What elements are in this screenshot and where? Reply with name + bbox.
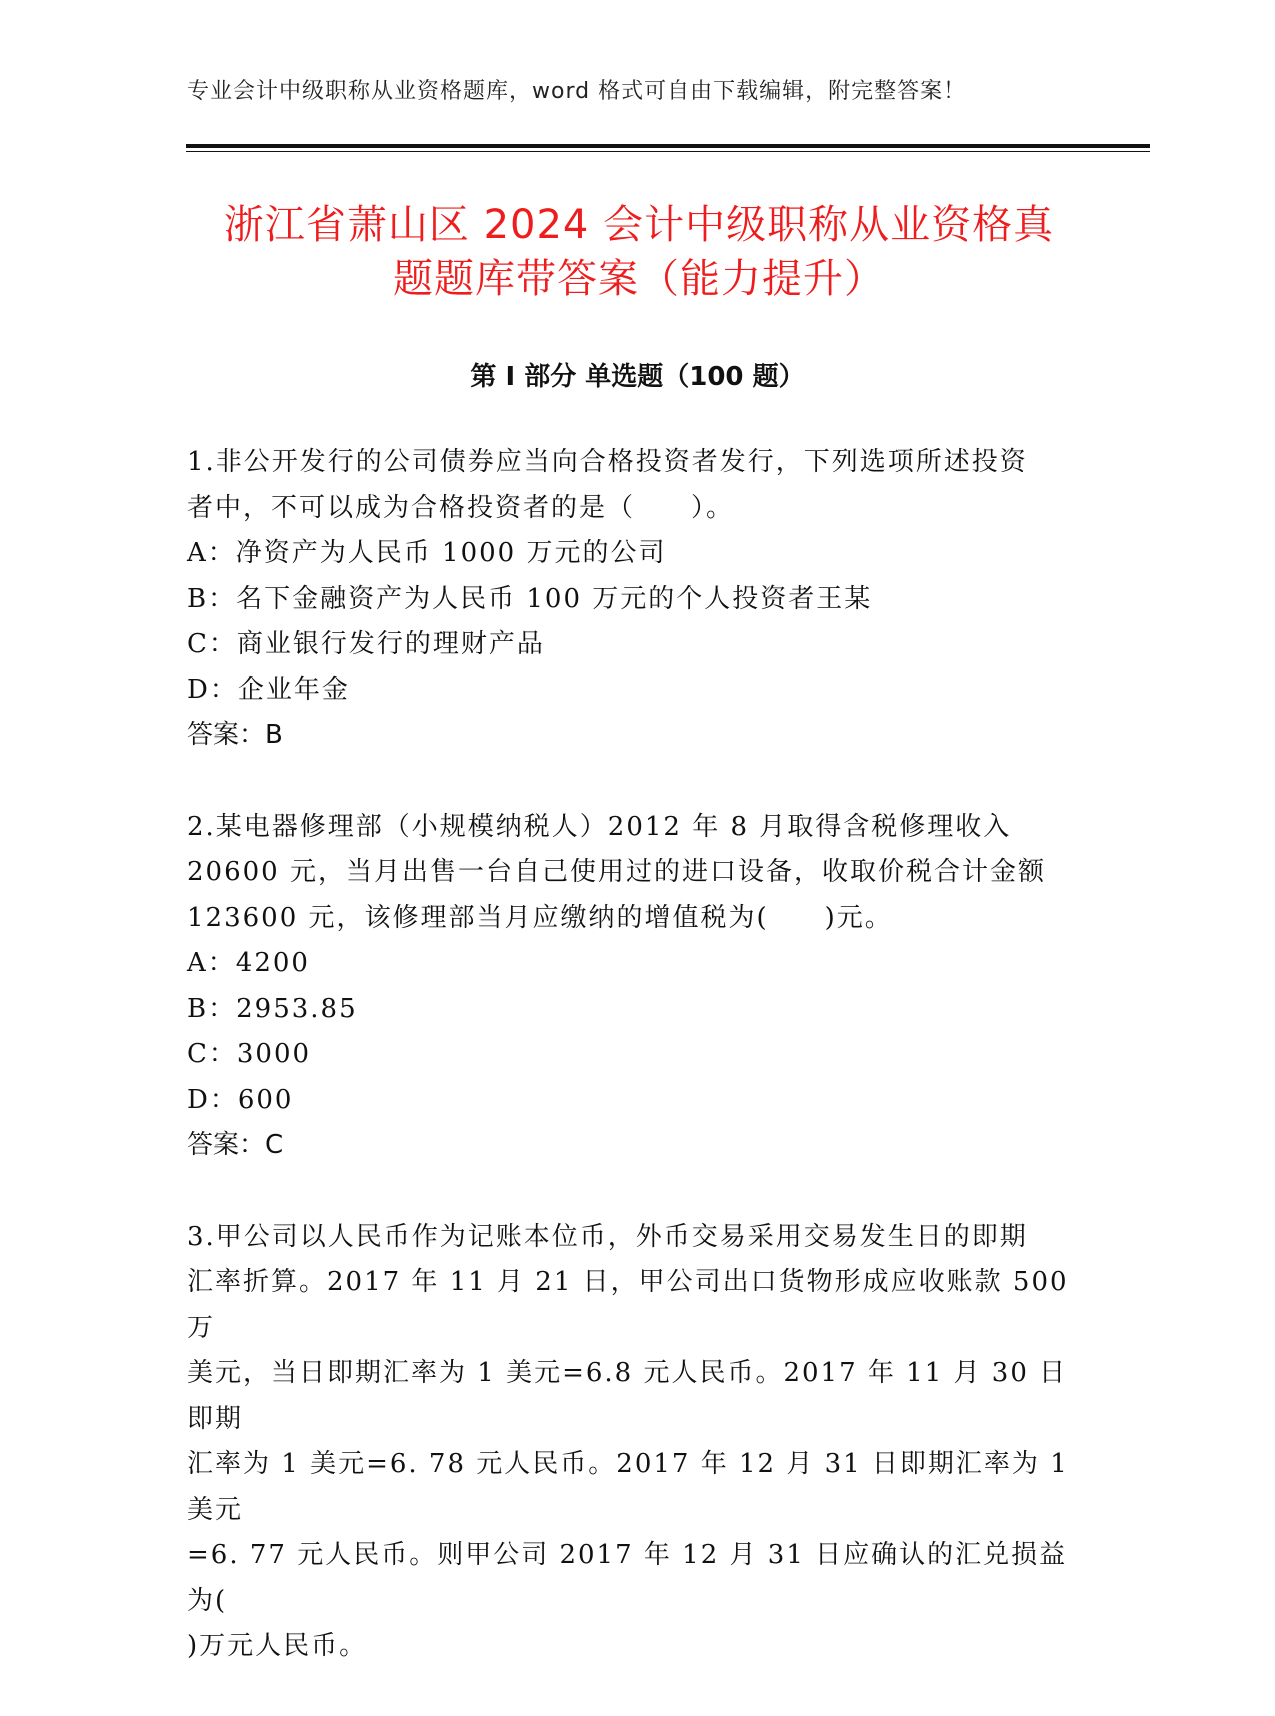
page-header-text: 专业会计中级职称从业资格题库，word 格式可自由下载编辑，附完整答案！ [187,79,967,104]
question-1-option-a: A：净资产为人民币 1000 万元的公司 [187,538,667,568]
header-divider-thin [186,151,1150,152]
question-2 [187,805,1077,1169]
document-title-line-1: 浙江省萧山区 2024 会计中级职称从业资格真 [223,202,1055,248]
question-1-answer: 答案：B [187,720,283,750]
question-1-option-b: B：名下金融资产为人民币 100 万元的个人投资者王某 [187,583,873,614]
question-1-stem-line-2: 者中，不可以成为合格投资者的是（ ）。 [187,492,735,523]
question-2-option-b: B：2953.85 [187,993,358,1024]
question-list [187,440,1077,1716]
question-2-stem-line-3: 123600 元，该修理部当月应缴纳的增值税为( )元。 [187,902,893,933]
question-3-stem-line-1: 3.甲公司以人民币作为记账本位币，外币交易采用交易发生日的即期 [187,1221,1028,1252]
question-3-stem-line-4: 汇率为 1 美元=6. 78 元人民币。2017 年 12 月 31 日即期汇率为 1 美元 [187,1449,1069,1525]
section-title: 第 I 部分 单选题（100 题） [470,362,805,392]
question-2-option-a: A：4200 [187,948,310,978]
question-3-stem-line-6: )万元人民币。 [187,1631,368,1661]
question-2-option-d: D：600 [187,1084,294,1115]
question-2-stem-line-1: 2.某电器修理部（小规模纳税人）2012 年 8 月取得含税修理收入 [187,811,1012,842]
question-1-option-c: C：商业银行发行的理财产品 [187,629,545,659]
question-1-stem-line-1: 1.非公开发行的公司债券应当向合格投资者发行，下列选项所述投资 [187,447,1028,477]
question-1-option-d: D：企业年金 [187,674,350,705]
document-title [160,198,1118,306]
question-3-stem-line-3: 美元，当日即期汇率为 1 美元=6.8 元人民币。2017 年 11 月 30 日即期 [187,1358,1068,1434]
header-divider-thick [186,144,1150,148]
question-2-stem-line-2: 20600 元，当月出售一台自己使用过的进口设备，收取价税合计金额 [187,857,1046,887]
question-3-stem-line-5: =6. 77 元人民币。则甲公司 2017 年 12 月 31 日应确认的汇兑损益为( [187,1540,1068,1616]
document-title-line-2: 题题库带答案（能力提升） [393,256,885,302]
question-1 [187,440,1077,759]
question-2-answer: 答案：C [187,1130,284,1160]
question-3-stem-line-2: 汇率折算。2017 年 11 月 21 日，甲公司出口货物形成应收账款 500 万 [187,1267,1069,1343]
question-3 [187,1215,1077,1670]
question-2-option-c: C：3000 [187,1039,312,1069]
